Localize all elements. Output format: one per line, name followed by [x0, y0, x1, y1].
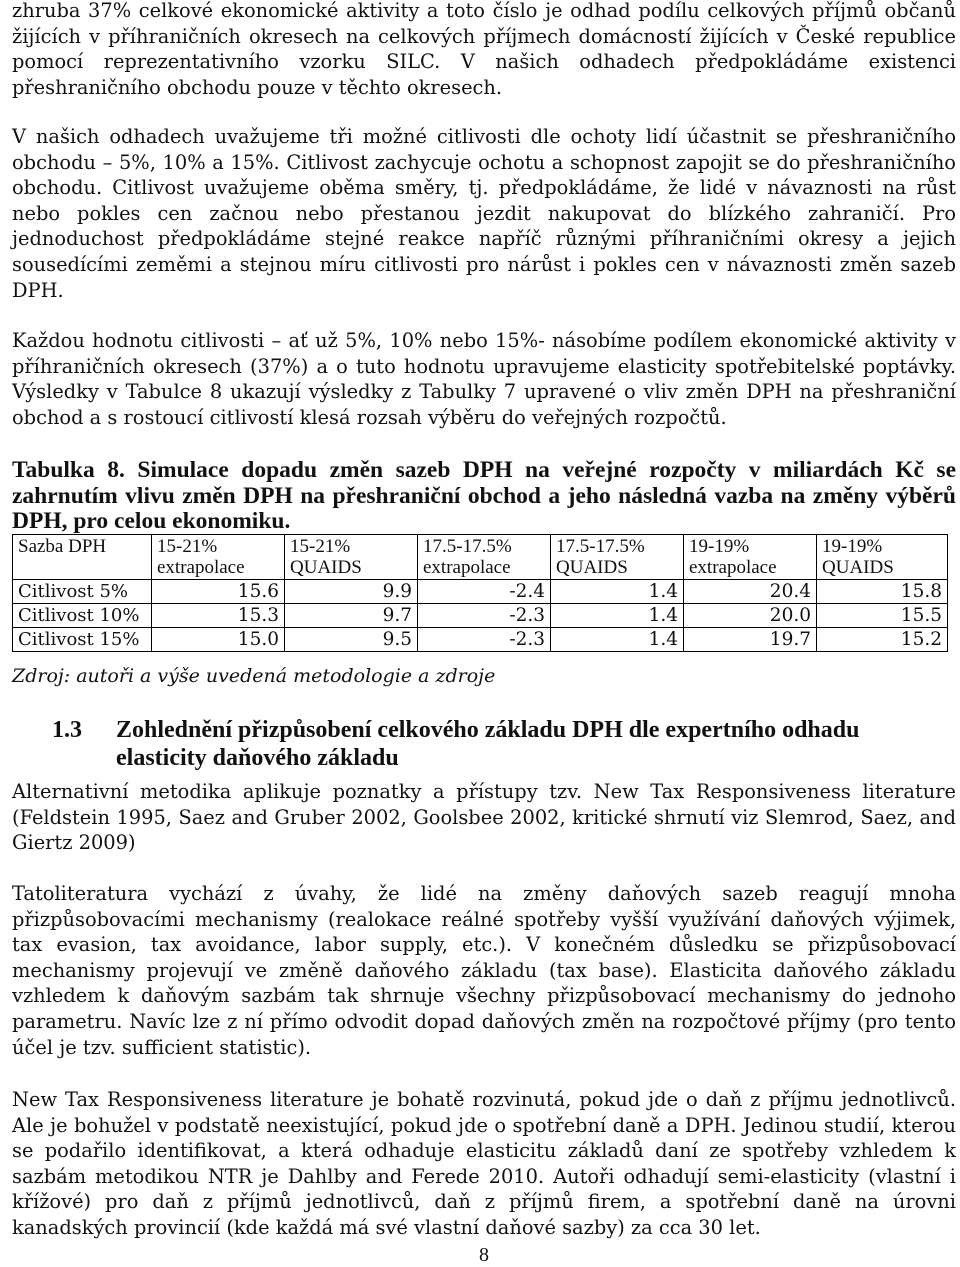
section-number: 1.3 [52, 717, 82, 743]
header-cell: 15-21% QUAIDS [285, 535, 418, 580]
paragraph-method: Každou hodnotu citlivosti – ať už 5%, 10% nebo 15%- násobíme podílem ekonomické aktivity v příhraničních okresech (37%) a o tuto hodnotu upravujeme elasticity spotřebitelské poptávky. Výsledky v Tabulce 8 ukazují výsledky z Tabulky 7 upravené o vliv změn DPH na přeshraniční obchod a s rostoucí citlivostí klesá rozsah výběru do veřejných rozpočtů. [12, 329, 956, 429]
table-cell: 15.0 [152, 628, 285, 652]
table-cell: 1.4 [551, 628, 684, 652]
table-cell: -2.3 [418, 604, 551, 628]
row-label: Citlivost 10% [13, 604, 152, 628]
table-cell: 1.4 [551, 580, 684, 604]
header-cell: 15-21% extrapolace [152, 535, 285, 580]
table-cell: 15.2 [817, 628, 948, 652]
header-cell: 17.5-17.5% QUAIDS [551, 535, 684, 580]
header-cell: Sazba DPH [13, 535, 152, 580]
paragraph-literature: Tatoliteratura vychází z úvahy, že lidé na změny daňových sazeb reagují mnoha přizpůsobovacími mechanismy (realokace reálné spotřeby vyšší využívání daňových výjimek, tax evasion, tax avoidance, labor supply, etc.). V konečném důsledku se přizpůsobovací mechanismy projevují ve změně daňového základu (tax base). Elasticita daňového základu vzhledem k daňovým sazbám tak shrnuje všechny přizpůsobovací mechanismy do jednoho parametru. Navíc lze z ní přímo odvodit dopad daňových změn na rozpočtové příjmy (pro tento účel je tzv. sufficient statistic). [12, 882, 956, 1059]
table-header-row [13, 535, 948, 580]
table-cell: 20.4 [684, 580, 817, 604]
table-row [13, 604, 948, 628]
table-cell: 1.4 [551, 604, 684, 628]
row-label: Citlivost 5% [13, 580, 152, 604]
table-cell: 15.8 [817, 580, 948, 604]
page-number: 8 [479, 1244, 489, 1266]
table-cell: 15.6 [152, 580, 285, 604]
results-table [12, 534, 948, 652]
table-source: Zdroj: autoři a výše uvedená metodologie a zdroje [12, 665, 496, 687]
table-cell: 19.7 [684, 628, 817, 652]
table-caption: Tabulka 8. Simulace dopadu změn sazeb DPH na veřejné rozpočty v miliardách Kč se zahrnutím vlivu změn DPH na přeshraniční obchod a jeho následná vazba na změny výběrů DPH, pro celou ekonomiku. [12, 457, 956, 535]
table-cell: -2.4 [418, 580, 551, 604]
row-label: Citlivost 15% [13, 628, 152, 652]
table-row [13, 580, 948, 604]
table-cell: 9.7 [285, 604, 418, 628]
table-cell: 20.0 [684, 604, 817, 628]
table-cell: 9.9 [285, 580, 418, 604]
table-cell: -2.3 [418, 628, 551, 652]
table-cell: 15.5 [817, 604, 948, 628]
header-cell: 19-19% QUAIDS [817, 535, 948, 580]
table-cell: 15.3 [152, 604, 285, 628]
paragraph-sensitivity: V našich odhadech uvažujeme tři možné citlivosti dle ochoty lidí účastnit se přeshraničního obchodu – 5%, 10% a 15%. Citlivost zachycuje ochotu a schopnost zapojit se do přeshraničního obchodu. Citlivost uvažujeme oběma směry, tj. předpokládáme, že lidé v návaznosti na růst nebo pokles cen začnou nebo přestanou jezdit nakupovat do blízkého zahraničí. Pro jednoduchost předpokládáme stejné reakce napříč různými příhraničními okresy a jejich sousedícími zeměmi a stejnou míru citlivosti pro nárůst i pokles cen v návaznosti změn sazeb DPH. [12, 125, 956, 302]
table-cell: 9.5 [285, 628, 418, 652]
header-cell: 17.5-17.5% extrapolace [418, 535, 551, 580]
paragraph-ntr: New Tax Responsiveness literature je bohatě rozvinutá, pokud jde o daň z příjmu jednotlivců. Ale je bohužel v podstatě neexistující, pokud jde o spotřební daně a DPH. Jedinou studií, kterou se podařilo identifikovat, a která odhaduje elasticitu základů daní ze spotřeby vzhledem k sazbám metodikou NTR je Dahlby and Ferede 2010. Autoři odhadují semi-elasticity (vlastní i křížové) pro daň z příjmů jednotlivců, daň z příjmů firem, a spotřební daně na úrovni kanadských provincií (kde každá má své vlastní daňové sazby) za cca 30 let. [12, 1088, 956, 1239]
paragraph-intro: zhruba 37% celkové ekonomické aktivity a toto číslo je odhad podílu celkových příjmů občanů žijících v příhraničních okresech na celkových příjmech domácností žijících v České republice pomocí reprezentativního vzorku SILC. V našich odhadech předpokládáme existenci přeshraničního obchodu pouze v těchto okresech. [12, 0, 956, 99]
paragraph-alternative: Alternativní metodika aplikuje poznatky a přístupy tzv. New Tax Responsiveness literature (Feldstein 1995, Saez and Gruber 2002, Goolsbee 2002, kritické shrnutí viz Slemrod, Saez, and Giertz 2009) [12, 780, 956, 855]
table-row [13, 628, 948, 652]
section-title: Zohlednění přizpůsobení celkového základu DPH dle expertního odhadu elasticity daňového základu [116, 717, 860, 771]
header-cell: 19-19% extrapolace [684, 535, 817, 580]
